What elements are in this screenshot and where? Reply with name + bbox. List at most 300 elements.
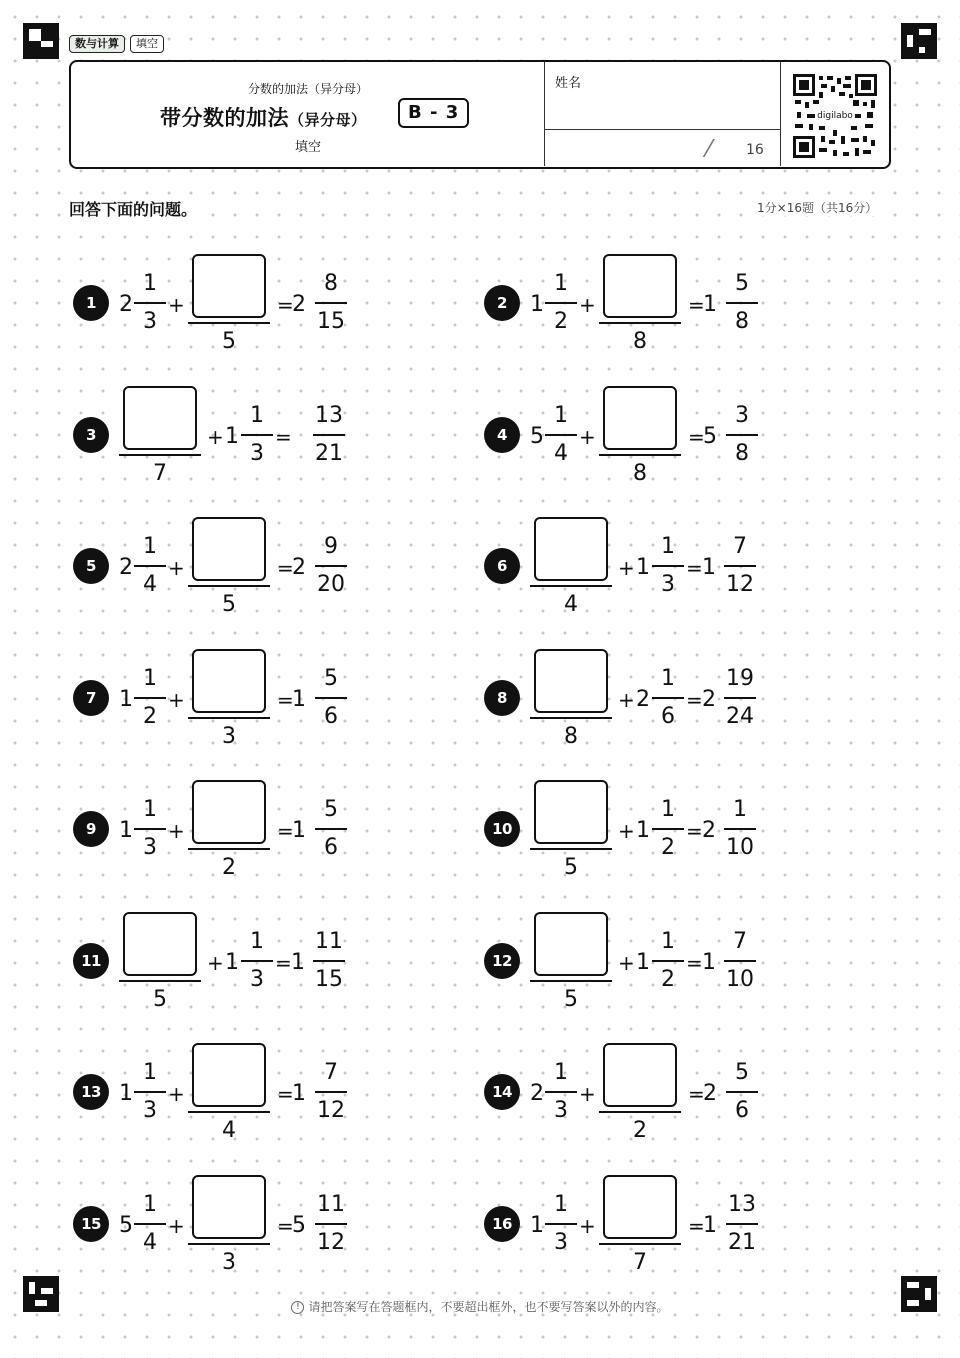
fraction bbox=[545, 1193, 577, 1255]
fraction bbox=[724, 667, 756, 729]
fraction-bar bbox=[545, 302, 577, 304]
fraction-bar bbox=[599, 322, 681, 324]
fraction-denominator: 2 bbox=[661, 835, 675, 860]
corner-marker-top-right bbox=[901, 23, 937, 59]
fraction-bar bbox=[545, 434, 577, 436]
fraction bbox=[726, 272, 758, 334]
equals-sign: = bbox=[277, 556, 294, 580]
fraction bbox=[134, 1193, 166, 1255]
fraction bbox=[241, 930, 273, 992]
score-total: 16 bbox=[746, 142, 764, 158]
fraction-bar bbox=[599, 1243, 681, 1245]
problem-item bbox=[484, 513, 844, 617]
fraction-numerator: 1 bbox=[554, 403, 568, 428]
answer-fraction bbox=[599, 386, 681, 486]
problem-item bbox=[484, 908, 844, 1012]
fraction-bar bbox=[652, 960, 684, 962]
fraction-numerator: 1 bbox=[661, 797, 675, 822]
equals-sign: = bbox=[277, 819, 294, 843]
problem-number: 15 bbox=[73, 1206, 109, 1242]
fraction-denominator: 5 bbox=[222, 329, 236, 354]
answer-fraction bbox=[599, 1175, 681, 1275]
whole-number: 1 bbox=[530, 1213, 544, 1238]
fraction bbox=[652, 667, 684, 729]
result-whole-number: 2 bbox=[703, 1081, 717, 1106]
answer-fraction bbox=[188, 649, 270, 749]
problem-number: 4 bbox=[484, 417, 520, 453]
fraction-bar bbox=[726, 1091, 758, 1093]
fraction bbox=[726, 1193, 758, 1255]
fraction-bar bbox=[315, 1091, 347, 1093]
answer-box[interactable] bbox=[603, 254, 677, 318]
result-whole-number: 5 bbox=[292, 1213, 306, 1238]
fraction-numerator: 3 bbox=[735, 403, 749, 428]
fraction-numerator: 1 bbox=[250, 403, 264, 428]
answer-fraction bbox=[188, 780, 270, 880]
answer-fraction bbox=[188, 1043, 270, 1143]
fraction-denominator: 2 bbox=[554, 309, 568, 334]
answer-box[interactable] bbox=[603, 386, 677, 450]
fraction-bar bbox=[119, 454, 201, 456]
fraction bbox=[315, 667, 347, 729]
fraction-bar bbox=[119, 980, 201, 982]
problem-number: 12 bbox=[484, 943, 520, 979]
fraction bbox=[241, 404, 273, 466]
problem-item bbox=[73, 645, 433, 749]
equals-sign: = bbox=[686, 819, 703, 843]
fraction-numerator: 7 bbox=[733, 929, 747, 954]
fraction bbox=[545, 1061, 577, 1123]
answer-fraction bbox=[599, 1043, 681, 1143]
answer-fraction bbox=[188, 254, 270, 354]
fraction-numerator: 1 bbox=[250, 929, 264, 954]
answer-fraction bbox=[530, 912, 612, 1012]
fraction-denominator: 20 bbox=[317, 572, 345, 597]
result-whole-number: 1 bbox=[291, 950, 305, 975]
whole-number: 1 bbox=[119, 818, 133, 843]
corner-marker-top-left bbox=[23, 23, 59, 59]
fraction-denominator: 3 bbox=[143, 309, 157, 334]
plus-sign: + bbox=[168, 293, 185, 317]
problem-number: 9 bbox=[73, 811, 109, 847]
problem-item bbox=[484, 776, 844, 880]
fraction-numerator: 11 bbox=[315, 929, 343, 954]
fraction-bar bbox=[530, 717, 612, 719]
problem-item bbox=[484, 645, 844, 749]
answer-box[interactable] bbox=[123, 912, 197, 976]
name-divider bbox=[545, 129, 781, 130]
fraction-numerator: 19 bbox=[726, 666, 754, 691]
fraction-denominator: 3 bbox=[222, 724, 236, 749]
equals-sign: = bbox=[277, 1082, 294, 1106]
fraction-numerator: 1 bbox=[554, 1192, 568, 1217]
result-whole-number: 2 bbox=[702, 687, 716, 712]
fraction-bar bbox=[530, 980, 612, 982]
fraction-bar bbox=[315, 565, 347, 567]
equals-sign: = bbox=[686, 556, 703, 580]
fraction-denominator: 12 bbox=[317, 1098, 345, 1123]
fraction bbox=[315, 798, 347, 860]
fraction-bar bbox=[188, 1243, 270, 1245]
problem-number: 2 bbox=[484, 285, 520, 321]
whole-number: 1 bbox=[636, 555, 650, 580]
whole-number: 1 bbox=[119, 1081, 133, 1106]
answer-box[interactable] bbox=[192, 649, 266, 713]
fraction-denominator: 15 bbox=[315, 967, 343, 992]
result-whole-number: 1 bbox=[292, 818, 306, 843]
fraction bbox=[134, 1061, 166, 1123]
fraction-denominator: 6 bbox=[324, 835, 338, 860]
plus-sign: + bbox=[168, 556, 185, 580]
fraction-numerator: 5 bbox=[735, 271, 749, 296]
title-panel bbox=[71, 62, 545, 166]
plus-sign: + bbox=[579, 1214, 596, 1238]
fraction-denominator: 4 bbox=[554, 441, 568, 466]
fraction bbox=[724, 930, 756, 992]
result-whole-number: 2 bbox=[292, 292, 306, 317]
problem-item bbox=[73, 908, 433, 1012]
fraction-denominator: 24 bbox=[726, 704, 754, 729]
fraction-bar bbox=[530, 585, 612, 587]
answer-box[interactable] bbox=[603, 1175, 677, 1239]
fraction-numerator: 5 bbox=[735, 1060, 749, 1085]
fraction bbox=[726, 404, 758, 466]
fraction-bar bbox=[315, 302, 347, 304]
fraction-numerator: 1 bbox=[143, 797, 157, 822]
fraction-numerator: 1 bbox=[143, 1192, 157, 1217]
answer-box[interactable] bbox=[534, 517, 608, 581]
fraction-bar bbox=[726, 434, 758, 436]
fraction-denominator: 2 bbox=[143, 704, 157, 729]
problem-item bbox=[484, 382, 844, 486]
fraction-denominator: 5 bbox=[564, 855, 578, 880]
fraction-denominator: 3 bbox=[250, 967, 264, 992]
equals-sign: = bbox=[686, 951, 703, 975]
fraction bbox=[545, 272, 577, 334]
problem-number: 16 bbox=[484, 1206, 520, 1242]
fraction-bar bbox=[724, 565, 756, 567]
problem-number: 1 bbox=[73, 285, 109, 321]
fraction-bar bbox=[188, 1111, 270, 1113]
result-whole-number: 1 bbox=[292, 1081, 306, 1106]
problem-item bbox=[73, 1171, 433, 1275]
problem-item bbox=[73, 776, 433, 880]
result-whole-number: 2 bbox=[292, 555, 306, 580]
worksheet-subtitle: 分数的加法（异分母） bbox=[247, 82, 368, 96]
qr-divider bbox=[780, 62, 781, 166]
plus-sign: + bbox=[579, 293, 596, 317]
answer-box[interactable] bbox=[534, 649, 608, 713]
answer-fraction bbox=[530, 780, 612, 880]
worksheet-title-suffix: （异分母） bbox=[289, 111, 367, 129]
fraction-denominator: 12 bbox=[317, 1230, 345, 1255]
fraction-denominator: 21 bbox=[315, 441, 343, 466]
fraction-bar bbox=[241, 434, 273, 436]
fraction-numerator: 9 bbox=[324, 534, 338, 559]
fraction-numerator: 1 bbox=[143, 666, 157, 691]
result-whole-number: 1 bbox=[703, 292, 717, 317]
footer-text: 请把答案写在答题框内，不要超出框外，也不要写答案以外的内容。 bbox=[308, 1300, 669, 1314]
fraction bbox=[545, 404, 577, 466]
fraction bbox=[315, 1193, 347, 1255]
answer-box[interactable] bbox=[603, 1043, 677, 1107]
problem-item bbox=[73, 513, 433, 617]
category-tags bbox=[69, 35, 164, 53]
problem-item bbox=[484, 1039, 844, 1143]
fraction-numerator: 7 bbox=[733, 534, 747, 559]
plus-sign: + bbox=[618, 556, 635, 580]
result-whole-number: 5 bbox=[703, 424, 717, 449]
answer-fraction bbox=[188, 517, 270, 617]
fraction-bar bbox=[545, 1223, 577, 1225]
fraction-numerator: 7 bbox=[324, 1060, 338, 1085]
fraction-denominator: 4 bbox=[564, 592, 578, 617]
qr-label: digilabo bbox=[817, 111, 853, 121]
type-tag: 填空 bbox=[130, 35, 164, 53]
fraction-numerator: 1 bbox=[143, 271, 157, 296]
problem-number: 3 bbox=[73, 417, 109, 453]
fraction-denominator: 3 bbox=[143, 835, 157, 860]
fraction-denominator: 3 bbox=[222, 1250, 236, 1275]
answer-box[interactable] bbox=[192, 1175, 266, 1239]
fraction-numerator: 1 bbox=[661, 666, 675, 691]
fraction-numerator: 11 bbox=[317, 1192, 345, 1217]
fraction bbox=[313, 404, 345, 466]
problem-item bbox=[73, 382, 433, 486]
fraction-denominator: 12 bbox=[726, 572, 754, 597]
answer-fraction bbox=[530, 517, 612, 617]
fraction-bar bbox=[652, 565, 684, 567]
fraction-numerator: 13 bbox=[315, 403, 343, 428]
answer-box[interactable] bbox=[192, 517, 266, 581]
fraction-denominator: 10 bbox=[726, 835, 754, 860]
fraction-denominator: 5 bbox=[564, 987, 578, 1012]
fraction bbox=[652, 930, 684, 992]
answer-box[interactable] bbox=[192, 1043, 266, 1107]
whole-number: 5 bbox=[530, 424, 544, 449]
fraction-bar bbox=[188, 585, 270, 587]
fraction-denominator: 2 bbox=[633, 1118, 647, 1143]
fraction-numerator: 5 bbox=[324, 666, 338, 691]
fraction-numerator: 1 bbox=[661, 929, 675, 954]
answer-box[interactable] bbox=[192, 254, 266, 318]
whole-number: 1 bbox=[636, 950, 650, 975]
equals-sign: = bbox=[688, 1082, 705, 1106]
fraction-denominator: 3 bbox=[554, 1098, 568, 1123]
fraction-bar bbox=[599, 454, 681, 456]
fraction-bar bbox=[726, 1223, 758, 1225]
fraction bbox=[134, 535, 166, 597]
fraction-bar bbox=[134, 1091, 166, 1093]
plus-sign: + bbox=[168, 819, 185, 843]
answer-box[interactable] bbox=[534, 780, 608, 844]
fraction-denominator: 8 bbox=[735, 309, 749, 334]
problem-number: 14 bbox=[484, 1074, 520, 1110]
whole-number: 2 bbox=[119, 555, 133, 580]
fraction-bar bbox=[724, 697, 756, 699]
fraction-bar bbox=[315, 828, 347, 830]
problem-number: 11 bbox=[73, 943, 109, 979]
answer-fraction bbox=[119, 912, 201, 1012]
answer-fraction bbox=[188, 1175, 270, 1275]
problem-number: 8 bbox=[484, 680, 520, 716]
fraction-bar bbox=[530, 848, 612, 850]
plus-sign: + bbox=[618, 819, 635, 843]
fraction-bar bbox=[134, 302, 166, 304]
whole-number: 5 bbox=[119, 1213, 133, 1238]
result-whole-number: 2 bbox=[702, 818, 716, 843]
name-label: 姓名 bbox=[555, 76, 582, 91]
fraction-numerator: 5 bbox=[324, 797, 338, 822]
problem-number: 6 bbox=[484, 548, 520, 584]
worksheet-kind: 填空 bbox=[294, 140, 321, 155]
whole-number: 1 bbox=[530, 292, 544, 317]
equals-sign: = bbox=[275, 951, 292, 975]
fraction-denominator: 8 bbox=[564, 724, 578, 749]
fraction bbox=[313, 930, 345, 992]
fraction-numerator: 13 bbox=[728, 1192, 756, 1217]
equals-sign: = bbox=[688, 425, 705, 449]
score-slash: / bbox=[701, 136, 716, 161]
fraction bbox=[315, 1061, 347, 1123]
fraction bbox=[724, 798, 756, 860]
fraction-denominator: 2 bbox=[661, 967, 675, 992]
whole-number: 1 bbox=[225, 424, 239, 449]
worksheet-code: B - 3 bbox=[398, 98, 469, 128]
instruction-text: 回答下面的问题。 bbox=[69, 197, 197, 220]
problem-number: 10 bbox=[484, 811, 520, 847]
problem-item bbox=[73, 1039, 433, 1143]
whole-number: 1 bbox=[225, 950, 239, 975]
problem-item bbox=[73, 250, 433, 354]
fraction-bar bbox=[599, 1111, 681, 1113]
category-tag: 数与计算 bbox=[69, 35, 125, 53]
fraction-denominator: 4 bbox=[143, 1230, 157, 1255]
answer-fraction bbox=[530, 649, 612, 749]
fraction-numerator: 1 bbox=[554, 271, 568, 296]
answer-box[interactable] bbox=[534, 912, 608, 976]
fraction-denominator: 5 bbox=[222, 592, 236, 617]
equals-sign: = bbox=[277, 688, 294, 712]
whole-number: 1 bbox=[119, 687, 133, 712]
plus-sign: + bbox=[168, 1214, 185, 1238]
whole-number: 2 bbox=[119, 292, 133, 317]
problem-item bbox=[484, 250, 844, 354]
fraction-bar bbox=[313, 960, 345, 962]
points-info: 1分×16题（共16分） bbox=[757, 201, 878, 215]
fraction-bar bbox=[241, 960, 273, 962]
fraction-bar bbox=[188, 717, 270, 719]
equals-sign: = bbox=[275, 425, 292, 449]
fraction bbox=[652, 535, 684, 597]
fraction-denominator: 3 bbox=[661, 572, 675, 597]
fraction-bar bbox=[545, 1091, 577, 1093]
whole-number: 2 bbox=[530, 1081, 544, 1106]
plus-sign: + bbox=[207, 425, 224, 449]
fraction-numerator: 8 bbox=[324, 271, 338, 296]
fraction-denominator: 3 bbox=[143, 1098, 157, 1123]
fraction-denominator: 8 bbox=[633, 329, 647, 354]
fraction bbox=[134, 272, 166, 334]
equals-sign: = bbox=[277, 293, 294, 317]
fraction-bar bbox=[724, 828, 756, 830]
fraction-denominator: 8 bbox=[633, 461, 647, 486]
fraction-bar bbox=[134, 828, 166, 830]
fraction-denominator: 21 bbox=[728, 1230, 756, 1255]
fraction-denominator: 6 bbox=[661, 704, 675, 729]
problem-number: 13 bbox=[73, 1074, 109, 1110]
answer-box[interactable] bbox=[123, 386, 197, 450]
fraction-bar bbox=[724, 960, 756, 962]
fraction-bar bbox=[134, 697, 166, 699]
qr-code-icon bbox=[793, 74, 877, 158]
fraction-bar bbox=[652, 697, 684, 699]
fraction-denominator: 6 bbox=[324, 704, 338, 729]
plus-sign: + bbox=[168, 1082, 185, 1106]
plus-sign: + bbox=[618, 951, 635, 975]
equals-sign: = bbox=[688, 1214, 705, 1238]
whole-number: 2 bbox=[636, 687, 650, 712]
fraction-numerator: 1 bbox=[554, 1060, 568, 1085]
fraction-bar bbox=[315, 1223, 347, 1225]
fraction-bar bbox=[315, 697, 347, 699]
fraction bbox=[134, 798, 166, 860]
fraction-numerator: 1 bbox=[661, 534, 675, 559]
fraction-denominator: 3 bbox=[250, 441, 264, 466]
fraction-bar bbox=[188, 322, 270, 324]
worksheet-title-main: 带分数的加法 bbox=[160, 106, 289, 130]
fraction-denominator: 10 bbox=[726, 967, 754, 992]
fraction-bar bbox=[188, 848, 270, 850]
fraction-bar bbox=[313, 434, 345, 436]
whole-number: 1 bbox=[636, 818, 650, 843]
result-whole-number: 1 bbox=[702, 950, 716, 975]
plus-sign: + bbox=[618, 688, 635, 712]
worksheet-title bbox=[160, 102, 367, 132]
answer-fraction bbox=[119, 386, 201, 486]
fraction-bar bbox=[726, 302, 758, 304]
worksheet-header bbox=[69, 60, 891, 169]
fraction bbox=[315, 272, 347, 334]
fraction-bar bbox=[134, 1223, 166, 1225]
fraction-denominator: 8 bbox=[735, 441, 749, 466]
equals-sign: = bbox=[686, 688, 703, 712]
plus-sign: + bbox=[207, 951, 224, 975]
result-whole-number: 1 bbox=[292, 687, 306, 712]
fraction-denominator: 15 bbox=[317, 309, 345, 334]
result-whole-number: 1 bbox=[702, 555, 716, 580]
fraction-bar bbox=[652, 828, 684, 830]
fraction-denominator: 7 bbox=[633, 1250, 647, 1275]
fraction bbox=[315, 535, 347, 597]
fraction-denominator: 3 bbox=[554, 1230, 568, 1255]
fraction bbox=[134, 667, 166, 729]
equals-sign: = bbox=[688, 293, 705, 317]
info-icon: ! bbox=[291, 1301, 304, 1314]
fraction-denominator: 2 bbox=[222, 855, 236, 880]
fraction-denominator: 7 bbox=[153, 461, 167, 486]
fraction-denominator: 6 bbox=[735, 1098, 749, 1123]
fraction-denominator: 4 bbox=[143, 572, 157, 597]
fraction bbox=[652, 798, 684, 860]
fraction-numerator: 1 bbox=[143, 1060, 157, 1085]
fraction bbox=[724, 535, 756, 597]
answer-fraction bbox=[599, 254, 681, 354]
problem-number: 5 bbox=[73, 548, 109, 584]
footer-note bbox=[0, 1298, 960, 1315]
answer-box[interactable] bbox=[192, 780, 266, 844]
fraction bbox=[726, 1061, 758, 1123]
